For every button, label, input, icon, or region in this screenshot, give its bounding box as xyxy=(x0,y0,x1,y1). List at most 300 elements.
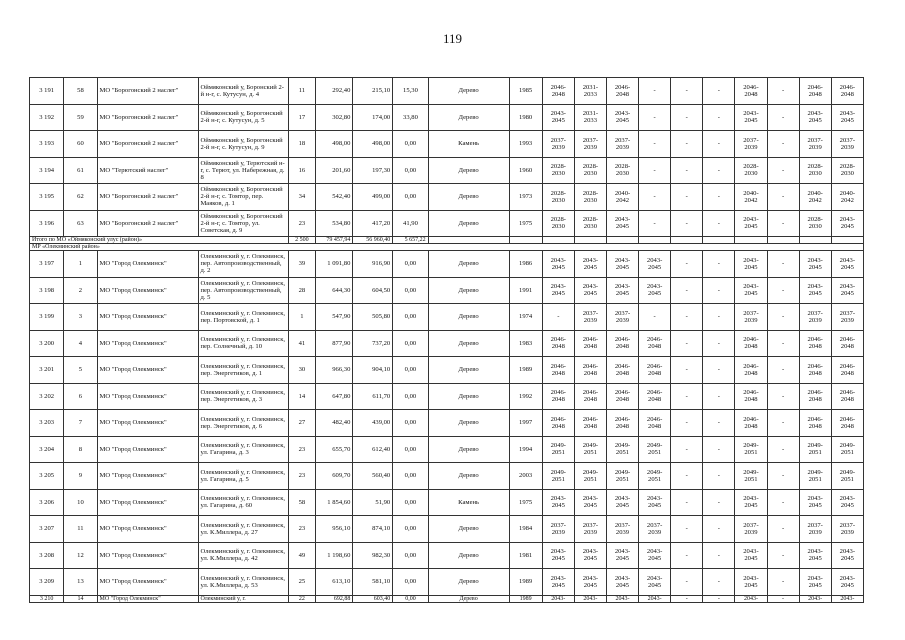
mo-index: 1 xyxy=(64,251,97,278)
repair-period: - xyxy=(767,357,799,384)
living-area: 560,40 xyxy=(353,463,393,490)
repair-period: - xyxy=(639,78,671,105)
living-area-sum: 56 960,40 xyxy=(353,237,393,244)
total-area: 609,70 xyxy=(315,463,353,490)
repair-period: - xyxy=(703,595,735,602)
municipal-area: 0,00 xyxy=(393,489,428,516)
empty-cell xyxy=(703,237,735,244)
repair-period: - xyxy=(671,595,703,602)
table-row xyxy=(30,410,864,437)
repair-period: 2043- xyxy=(831,595,863,602)
mo-index: 6 xyxy=(64,383,97,410)
living-area: 612,40 xyxy=(353,436,393,463)
repair-period: - xyxy=(671,277,703,304)
municipal-area: 0,00 xyxy=(393,357,428,384)
repair-period: 2037-2039 xyxy=(735,131,767,158)
row-number: 3 196 xyxy=(30,210,64,237)
row-number: 3 198 xyxy=(30,277,64,304)
residents-count: 23 xyxy=(289,463,316,490)
repair-period: - xyxy=(703,251,735,278)
build-year: 1981 xyxy=(509,542,542,569)
municipality: МО "Город Олекминск" xyxy=(97,569,199,596)
build-year: 1984 xyxy=(509,516,542,543)
repair-period: - xyxy=(767,410,799,437)
municipality: МО "Город Олекминск" xyxy=(97,357,199,384)
repair-period: - xyxy=(703,104,735,131)
repair-period: 2046-2048 xyxy=(799,330,831,357)
mo-index: 9 xyxy=(64,463,97,490)
municipality: МО "Город Олекминск" xyxy=(97,463,199,490)
repair-period: 2046-2048 xyxy=(735,410,767,437)
total-area: 482,40 xyxy=(315,410,353,437)
repair-period: 2046-2048 xyxy=(735,330,767,357)
repair-period: 2049-2051 xyxy=(799,436,831,463)
wall-material: Дерево xyxy=(428,277,509,304)
repair-period: - xyxy=(639,131,671,158)
residents-count: 30 xyxy=(289,357,316,384)
row-number: 3 202 xyxy=(30,383,64,410)
municipality: МО "Город Олекминск" xyxy=(97,383,199,410)
residents-count: 23 xyxy=(289,516,316,543)
repair-period: - xyxy=(767,436,799,463)
repair-period: 2043-2045 xyxy=(542,251,574,278)
repair-period: 2043-2045 xyxy=(606,542,638,569)
address: Олекминский у, г. Олекминск, пер. Портовской, д. 1 xyxy=(199,304,289,331)
repair-period: 2046-2048 xyxy=(574,410,606,437)
total-area: 966,30 xyxy=(315,357,353,384)
repair-period: 2040-2042 xyxy=(799,184,831,211)
repair-period: 2037-2039 xyxy=(574,304,606,331)
repair-period: 2028-2030 xyxy=(542,157,574,184)
repair-period: 2049-2051 xyxy=(542,463,574,490)
repair-period: 2028-2030 xyxy=(799,157,831,184)
repair-period: - xyxy=(703,210,735,237)
repair-period: 2049-2051 xyxy=(639,436,671,463)
repair-period: - xyxy=(703,330,735,357)
build-year: 1986 xyxy=(509,251,542,278)
total-residents: 2 500 xyxy=(289,237,316,244)
row-number: 3 204 xyxy=(30,436,64,463)
residents-count: 58 xyxy=(289,489,316,516)
repair-period: 2028-2030 xyxy=(799,210,831,237)
build-year: 1960 xyxy=(509,157,542,184)
repair-period: 2037-2039 xyxy=(574,516,606,543)
repair-period: 2037-2039 xyxy=(606,131,638,158)
table-row xyxy=(30,463,864,490)
repair-period: 2046-2048 xyxy=(831,357,863,384)
mo-index: 62 xyxy=(64,184,97,211)
repair-period: 2043-2045 xyxy=(735,542,767,569)
total-area: 877,90 xyxy=(315,330,353,357)
residents-count: 25 xyxy=(289,569,316,596)
repair-period: 2046-2048 xyxy=(831,383,863,410)
row-number: 3 195 xyxy=(30,184,64,211)
living-area: 874,10 xyxy=(353,516,393,543)
wall-material: Дерево xyxy=(428,436,509,463)
repair-period: 2043-2045 xyxy=(639,489,671,516)
repair-period: 2043- xyxy=(542,595,574,602)
wall-material: Дерево xyxy=(428,157,509,184)
repair-period: 2037-2039 xyxy=(831,304,863,331)
row-number: 3 197 xyxy=(30,251,64,278)
repair-period: 2043-2045 xyxy=(735,277,767,304)
table-row xyxy=(30,569,864,596)
row-number: 3 194 xyxy=(30,157,64,184)
empty-cell xyxy=(639,237,671,244)
repair-period: 2046-2048 xyxy=(574,383,606,410)
residents-count: 14 xyxy=(289,383,316,410)
build-year: 1991 xyxy=(509,277,542,304)
municipality: МО "Город Олекминск" xyxy=(97,277,199,304)
mo-index: 2 xyxy=(64,277,97,304)
total-area-sum: 79 457,94 xyxy=(315,237,353,244)
table-row xyxy=(30,131,864,158)
build-year: 1992 xyxy=(509,383,542,410)
repair-period: - xyxy=(671,157,703,184)
total-area: 1 091,80 xyxy=(315,251,353,278)
row-number: 3 205 xyxy=(30,463,64,490)
repair-period: - xyxy=(767,595,799,602)
table-row xyxy=(30,157,864,184)
total-area: 1 854,60 xyxy=(315,489,353,516)
repair-period: 2037-2039 xyxy=(735,304,767,331)
repair-period: 2043-2045 xyxy=(831,489,863,516)
repair-period: - xyxy=(671,569,703,596)
living-area: 904,10 xyxy=(353,357,393,384)
repair-period: 2043-2045 xyxy=(831,251,863,278)
build-year: 1989 xyxy=(509,357,542,384)
total-label: Итого по МО «Оймяконский улус (район)» xyxy=(30,237,289,244)
mo-index: 60 xyxy=(64,131,97,158)
address: Олекминский у, г. Олекминск, ул. К.Миллера, д. 27 xyxy=(199,516,289,543)
repair-period: 2028-2030 xyxy=(542,210,574,237)
repair-period: 2040-2042 xyxy=(735,184,767,211)
repair-period: 2043- xyxy=(639,595,671,602)
repair-period: 2046-2048 xyxy=(542,330,574,357)
repair-period: 2043-2045 xyxy=(639,542,671,569)
address: Олекминский у, г. Олекминск, пер. Автопроизводственный, д. 5 xyxy=(199,277,289,304)
repair-period: - xyxy=(671,330,703,357)
repair-period: 2049-2051 xyxy=(574,436,606,463)
empty-cell xyxy=(767,237,799,244)
residents-count: 41 xyxy=(289,330,316,357)
mo-index: 10 xyxy=(64,489,97,516)
repair-period: - xyxy=(703,410,735,437)
municipal-area: 0,00 xyxy=(393,569,428,596)
table-row xyxy=(30,184,864,211)
build-year: 1989 xyxy=(509,569,542,596)
total-area: 647,80 xyxy=(315,383,353,410)
repair-period: 2043-2045 xyxy=(831,542,863,569)
repair-period: - xyxy=(703,78,735,105)
municipal-area: 0,00 xyxy=(393,383,428,410)
repair-period: 2043-2045 xyxy=(639,569,671,596)
table-row xyxy=(30,304,864,331)
repair-period: - xyxy=(767,304,799,331)
municipality: МО "Борогонский 2 наслег" xyxy=(97,210,199,237)
repair-period: 2046-2048 xyxy=(639,410,671,437)
living-area: 603,40 xyxy=(353,595,393,602)
living-area: 611,70 xyxy=(353,383,393,410)
row-number: 3 203 xyxy=(30,410,64,437)
repair-period: 2049-2051 xyxy=(542,436,574,463)
repair-period: 2037-2039 xyxy=(542,516,574,543)
total-area: 542,40 xyxy=(315,184,353,211)
wall-material: Дерево xyxy=(428,357,509,384)
repair-period: 2031-2033 xyxy=(574,78,606,105)
municipal-area: 0,00 xyxy=(393,131,428,158)
repair-period: 2043-2045 xyxy=(606,569,638,596)
residents-count: 11 xyxy=(289,78,316,105)
build-year: 1993 xyxy=(509,131,542,158)
municipality: МО "Город Олекминск" xyxy=(97,330,199,357)
repair-period: - xyxy=(671,304,703,331)
wall-material: Дерево xyxy=(428,304,509,331)
repair-period: - xyxy=(767,516,799,543)
table-row xyxy=(30,516,864,543)
total-area: 613,10 xyxy=(315,569,353,596)
build-year: 1985 xyxy=(509,78,542,105)
row-number: 3 206 xyxy=(30,489,64,516)
repair-period: 2043-2045 xyxy=(639,251,671,278)
residents-count: 49 xyxy=(289,542,316,569)
repair-period: - xyxy=(671,357,703,384)
repair-period: - xyxy=(671,104,703,131)
repair-period: 2046-2048 xyxy=(639,357,671,384)
wall-material: Дерево xyxy=(428,330,509,357)
mo-index: 58 xyxy=(64,78,97,105)
repair-period: 2043-2045 xyxy=(831,210,863,237)
section-title: МР «Олекминский район» xyxy=(30,244,864,251)
mo-index: 7 xyxy=(64,410,97,437)
row-number: 3 208 xyxy=(30,542,64,569)
repair-period: 2049-2051 xyxy=(639,463,671,490)
repair-period: 2049-2051 xyxy=(799,463,831,490)
total-area: 644,30 xyxy=(315,277,353,304)
table-row xyxy=(30,330,864,357)
repair-period: - xyxy=(767,463,799,490)
repair-period: - xyxy=(639,304,671,331)
repair-period: 2046-2048 xyxy=(542,357,574,384)
repair-period: 2043-2045 xyxy=(831,104,863,131)
repair-period: 2046-2048 xyxy=(831,330,863,357)
repair-period: 2028-2030 xyxy=(735,157,767,184)
total-area: 292,40 xyxy=(315,78,353,105)
repair-period: - xyxy=(639,104,671,131)
residents-count: 34 xyxy=(289,184,316,211)
repair-period: 2043-2045 xyxy=(574,251,606,278)
repair-period: 2037-2039 xyxy=(799,304,831,331)
repair-period: - xyxy=(671,463,703,490)
municipality: МО "Город Олекминск" xyxy=(97,436,199,463)
mo-index: 61 xyxy=(64,157,97,184)
repair-period: 2046-2048 xyxy=(606,410,638,437)
living-area: 439,00 xyxy=(353,410,393,437)
repair-period: 2049-2051 xyxy=(606,463,638,490)
table-row xyxy=(30,489,864,516)
municipality: МО "Борогонский 2 наслег" xyxy=(97,131,199,158)
living-area: 417,20 xyxy=(353,210,393,237)
repair-period: - xyxy=(671,383,703,410)
municipal-area: 41,90 xyxy=(393,210,428,237)
table-row xyxy=(30,277,864,304)
residents-count: 28 xyxy=(289,277,316,304)
living-area: 982,30 xyxy=(353,542,393,569)
repair-period: 2037-2039 xyxy=(606,516,638,543)
build-year: 1989 xyxy=(509,595,542,602)
living-area: 498,00 xyxy=(353,131,393,158)
repair-period: 2043-2045 xyxy=(606,277,638,304)
empty-cell xyxy=(542,237,574,244)
repair-period: - xyxy=(767,104,799,131)
empty-cell xyxy=(671,237,703,244)
repair-period: 2043-2045 xyxy=(735,569,767,596)
repair-period: - xyxy=(671,184,703,211)
living-area: 215,10 xyxy=(353,78,393,105)
municipal-area: 15,30 xyxy=(393,78,428,105)
table-row xyxy=(30,542,864,569)
repair-period: - xyxy=(703,516,735,543)
wall-material: Дерево xyxy=(428,104,509,131)
repair-period: 2046-2048 xyxy=(735,383,767,410)
municipal-area: 0,00 xyxy=(393,463,428,490)
table-row xyxy=(30,104,864,131)
repair-period: 2043-2045 xyxy=(606,251,638,278)
repair-period: 2046-2048 xyxy=(799,410,831,437)
repair-period: 2046-2048 xyxy=(639,383,671,410)
repair-period: - xyxy=(767,569,799,596)
living-area: 581,10 xyxy=(353,569,393,596)
address: Оймяконский у, Борогонский 2-й н-г, с. Кутусун, д. 9 xyxy=(199,131,289,158)
repair-period: - xyxy=(639,210,671,237)
municipality: МО "Город Олекминск" xyxy=(97,542,199,569)
empty-cell xyxy=(735,237,767,244)
mo-index: 12 xyxy=(64,542,97,569)
repair-period: 2049-2051 xyxy=(574,463,606,490)
repair-period: 2043-2045 xyxy=(606,210,638,237)
municipal-area: 0,00 xyxy=(393,157,428,184)
repair-period: - xyxy=(671,78,703,105)
repair-period: 2037-2039 xyxy=(735,516,767,543)
table-row xyxy=(30,251,864,278)
wall-material: Дерево xyxy=(428,184,509,211)
municipal-area: 0,00 xyxy=(393,304,428,331)
empty-cell xyxy=(799,237,831,244)
repair-period: 2046-2048 xyxy=(831,410,863,437)
repair-period: 2043-2045 xyxy=(799,489,831,516)
wall-material: Дерево xyxy=(428,542,509,569)
repair-period: 2046-2048 xyxy=(574,357,606,384)
residents-count: 39 xyxy=(289,251,316,278)
repair-period: - xyxy=(671,489,703,516)
repair-period: - xyxy=(639,157,671,184)
repair-period: - xyxy=(767,542,799,569)
address: Оймяконский у, Борогонский 2-й н-г, с. Томтор, пер. Маяков, д. 1 xyxy=(199,184,289,211)
repair-period: - xyxy=(703,131,735,158)
address: Олекминский у, г. Олекминск, ул. К.Миллера, д. 53 xyxy=(199,569,289,596)
wall-material: Дерево xyxy=(428,251,509,278)
repair-period: 2043-2045 xyxy=(799,569,831,596)
repair-period: 2046-2048 xyxy=(606,330,638,357)
section-header-row xyxy=(30,244,864,251)
repair-period: - xyxy=(767,184,799,211)
repair-period: - xyxy=(639,184,671,211)
repair-period: - xyxy=(767,277,799,304)
mo-index: 13 xyxy=(64,569,97,596)
repair-period: 2037-2039 xyxy=(542,131,574,158)
repair-period: 2046-2048 xyxy=(542,78,574,105)
repair-period: - xyxy=(542,304,574,331)
municipality: МО "Город Олекминск" xyxy=(97,251,199,278)
living-area: 737,20 xyxy=(353,330,393,357)
mo-index: 63 xyxy=(64,210,97,237)
build-year: 1980 xyxy=(509,104,542,131)
repair-period: 2046-2048 xyxy=(606,383,638,410)
row-number: 3 191 xyxy=(30,78,64,105)
build-year: 2003 xyxy=(509,463,542,490)
repair-period: 2046-2048 xyxy=(735,78,767,105)
row-number: 3 193 xyxy=(30,131,64,158)
mo-index: 11 xyxy=(64,516,97,543)
repair-period: 2043-2045 xyxy=(574,569,606,596)
repair-period: 2049-2051 xyxy=(831,436,863,463)
row-number: 3 209 xyxy=(30,569,64,596)
repair-period: 2046-2048 xyxy=(735,357,767,384)
row-number: 3 210 xyxy=(30,595,64,602)
address: Олекминский у, г. Олекминск, пер. Энергетиков, д. 1 xyxy=(199,357,289,384)
repair-period: 2049-2051 xyxy=(606,436,638,463)
repair-period: 2037-2039 xyxy=(606,304,638,331)
municipal-area: 0,00 xyxy=(393,330,428,357)
repair-period: - xyxy=(703,277,735,304)
address: Олекминский у, г. Олекминск, ул. К.Миллера, д. 42 xyxy=(199,542,289,569)
municipality: МО "Терютский наслег" xyxy=(97,157,199,184)
total-area: 302,80 xyxy=(315,104,353,131)
repair-period: - xyxy=(671,410,703,437)
municipality: МО "Город Олекминск" xyxy=(97,595,199,602)
living-area: 174,00 xyxy=(353,104,393,131)
repair-period: 2043-2045 xyxy=(574,489,606,516)
build-year: 1997 xyxy=(509,410,542,437)
repair-period: 2049-2051 xyxy=(831,463,863,490)
table-row xyxy=(30,210,864,237)
wall-material: Дерево xyxy=(428,463,509,490)
empty-cell xyxy=(574,237,606,244)
build-year: 1975 xyxy=(509,210,542,237)
municipality: МО "Борогонский 2 наслег" xyxy=(97,104,199,131)
repair-period: - xyxy=(703,463,735,490)
total-area: 547,90 xyxy=(315,304,353,331)
repair-period: 2028-2030 xyxy=(574,184,606,211)
repair-period: 2046-2048 xyxy=(606,78,638,105)
repair-period: - xyxy=(767,383,799,410)
mo-index: 4 xyxy=(64,330,97,357)
repair-period: - xyxy=(703,304,735,331)
repair-period: 2043-2045 xyxy=(831,277,863,304)
empty-cell xyxy=(428,237,509,244)
build-year: 1975 xyxy=(509,489,542,516)
address: Олекминский у, г. Олекминск, пер. Солнечный, д. 10 xyxy=(199,330,289,357)
wall-material: Дерево xyxy=(428,516,509,543)
repair-period: 2043- xyxy=(606,595,638,602)
repair-period: 2040-2042 xyxy=(606,184,638,211)
repair-period: - xyxy=(767,78,799,105)
repair-period: 2043- xyxy=(799,595,831,602)
address: Оймяконский у, Борогонский 2-й н-г, с. Кутусун, д. 5 xyxy=(199,104,289,131)
repair-period: - xyxy=(671,436,703,463)
wall-material: Дерево xyxy=(428,569,509,596)
repair-period: 2043-2045 xyxy=(574,277,606,304)
